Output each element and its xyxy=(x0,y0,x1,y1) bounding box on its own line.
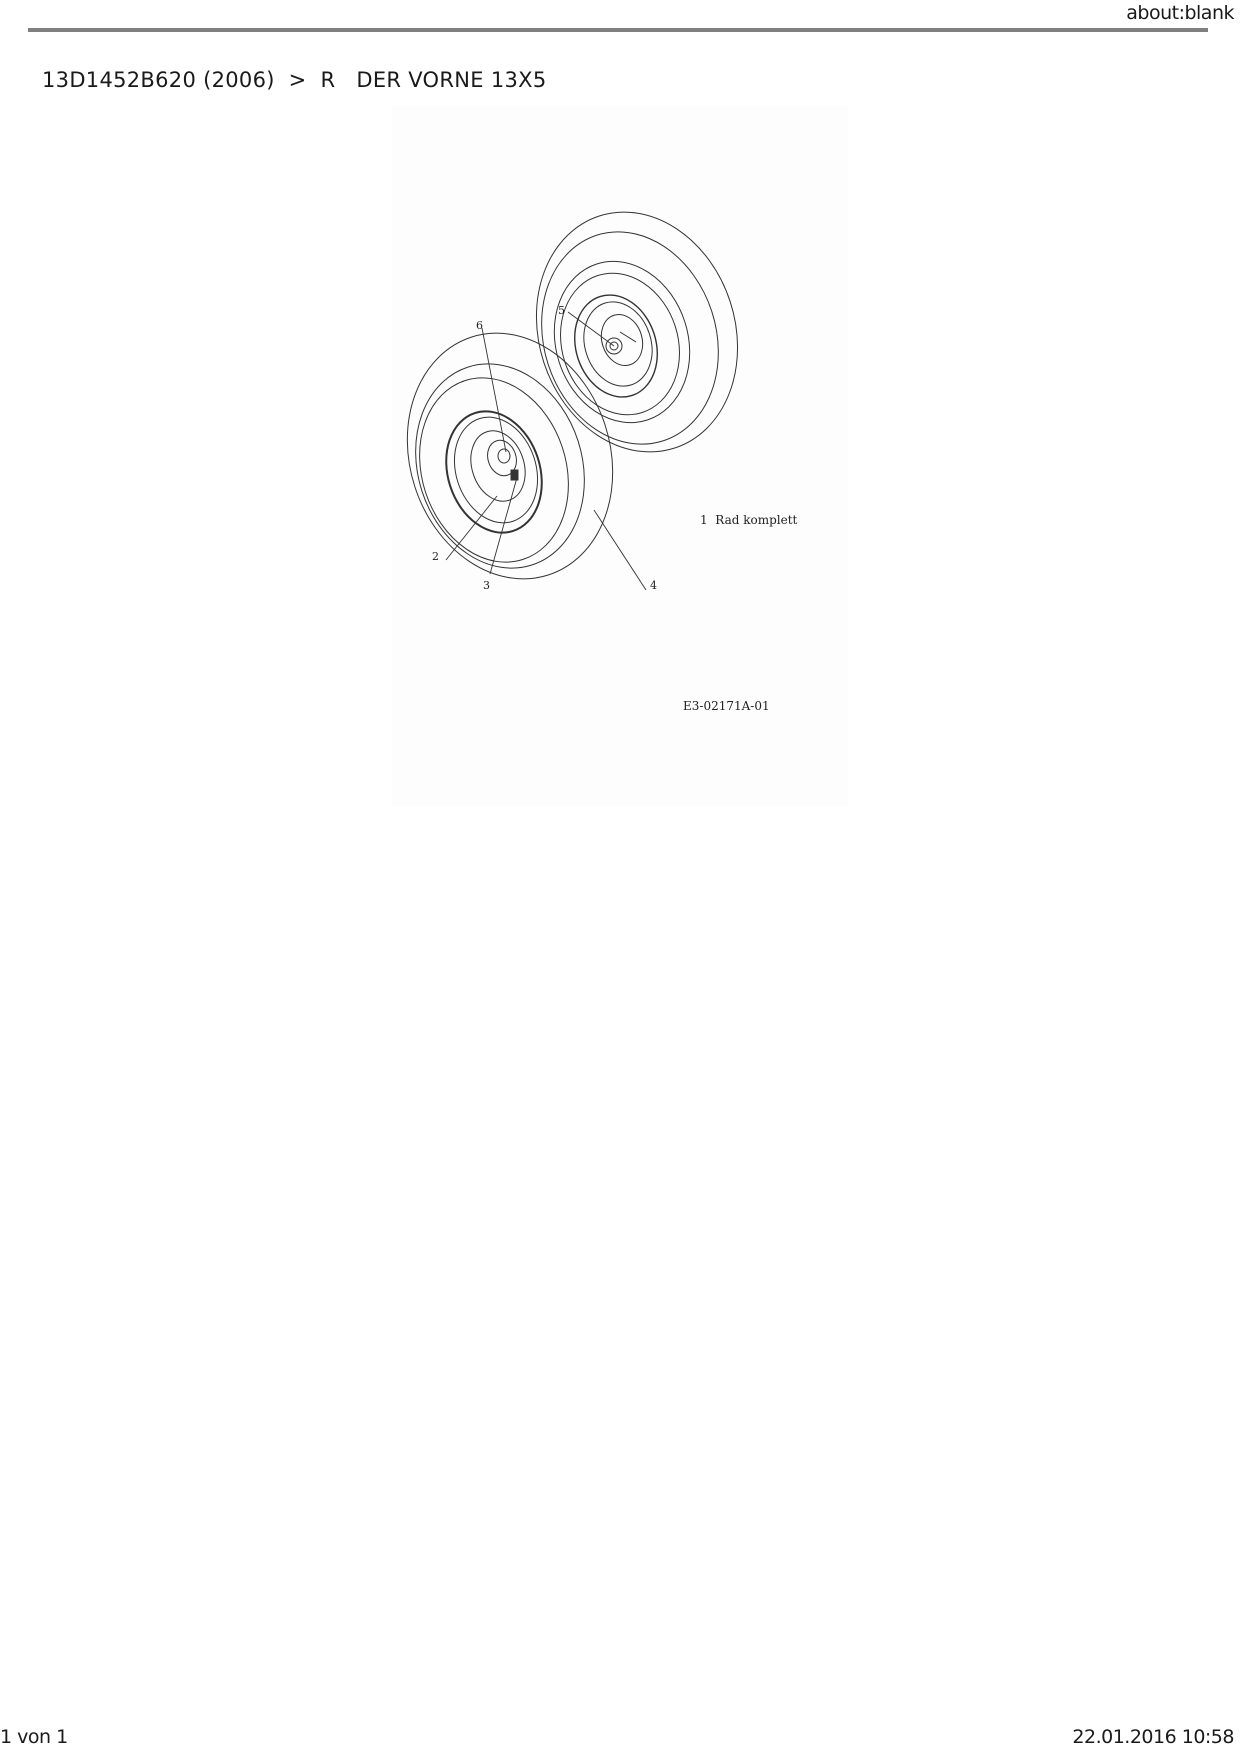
callout-5: 5 xyxy=(558,304,565,317)
legend-text: 1 Rad komplett xyxy=(700,513,798,527)
parts-diagram xyxy=(392,106,848,806)
front-wheel xyxy=(392,306,644,606)
drawing-number: E3-02171A-01 xyxy=(683,699,770,713)
callout-4: 4 xyxy=(650,579,657,592)
callout-6: 6 xyxy=(476,319,483,332)
rear-wheel xyxy=(506,186,768,479)
callout-3: 3 xyxy=(483,579,490,592)
callout-2: 2 xyxy=(432,550,439,563)
wheel-assembly-drawing xyxy=(392,106,848,806)
print-datetime: 22.01.2016 10:58 xyxy=(1072,1726,1234,1748)
page-number: 1 von 1 xyxy=(0,1726,68,1748)
breadcrumb: 13D1452B620 (2006) > R DER VORNE 13X5 xyxy=(42,68,547,92)
header-url: about:blank xyxy=(1126,2,1234,24)
header-divider xyxy=(28,28,1208,32)
